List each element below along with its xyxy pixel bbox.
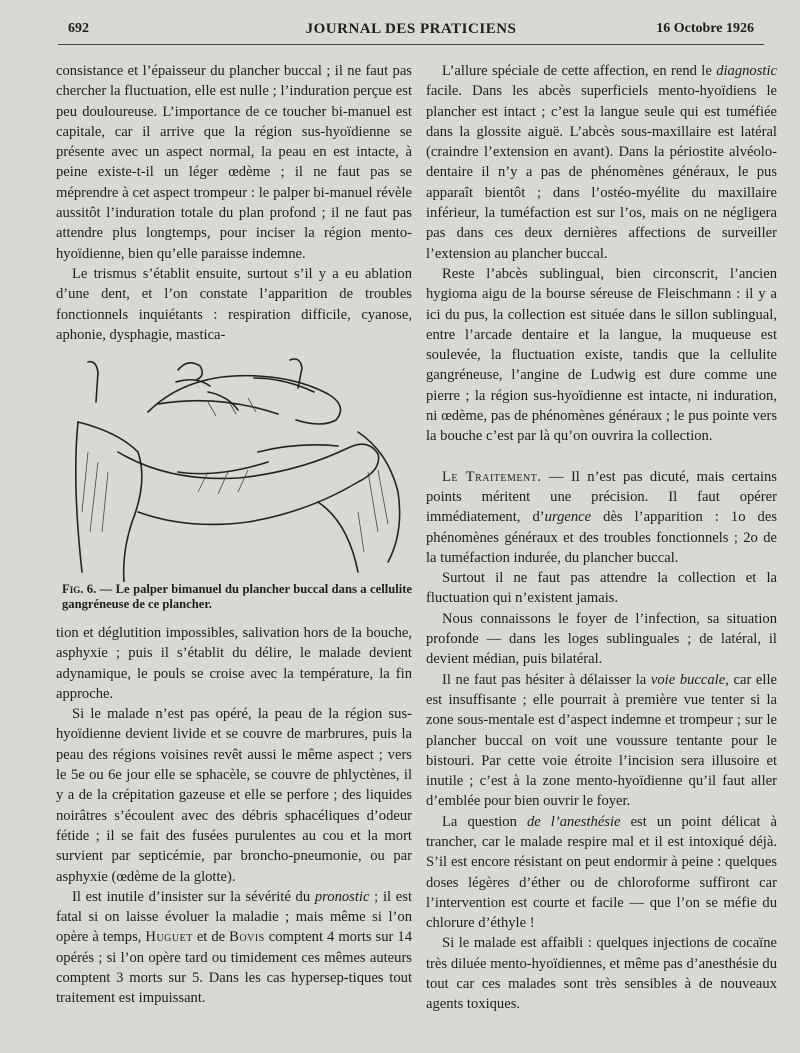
italic-term: diagnostic — [716, 63, 777, 79]
paragraph: Surtout il ne faut pas attendre la collection et la fluctuation qui n’existent jamais. — [426, 570, 777, 607]
italic-term: urgence — [544, 509, 592, 526]
paragraph: Reste l’abcès sublingual, bien circonscrit, l’ancien hygioma aigu de la bourse séreuse de Fleischmann : il y a ici du pus, la collection est située dans le sillon sublingual, entre l’arcade dentaire et la langue, la muqueuse est soulevée, la fluctuation existe, tandis que la cellulite gangréneuse, l’angine de Ludwig est dure comme une pierre ; la région sus-hyoïdienne est intacte, ni induration, ni œdème, pas de phénomènes généraux ; le pus pointe vers la bouche c’est par là qu’on ouvrira la collection. — [426, 265, 777, 445]
figure-label: Fig. 6. — [62, 582, 97, 596]
text-run: ; il est fatal si on laisse évoluer la maladie ; mais même si l’on opère à temps, — [56, 888, 412, 946]
italic-term: pronostic — [314, 888, 370, 905]
header-rule — [58, 44, 764, 45]
text-run: et de — [192, 929, 230, 946]
paragraph — [426, 812, 777, 934]
paragraph-treatment — [426, 467, 777, 568]
issue-date: 16 Octobre 1926 — [656, 21, 754, 36]
text-run: dès l’apparition : 1o des phénomènes généraux et des troubles fonctionnels ; 2o de la tuméfaction indurée, du plancher buccal. — [426, 509, 777, 566]
text-run: est un point délicat à trancher, car le malade respire mal et il est intoxiqué déjà. S’il est encore résistant on peut endormir à peine : quelques doses légères d’éther ou de chloroforme suffiront car l’intervention est courte et facile — que l’on se méfie du chlorure d’éthyle ! — [426, 813, 777, 932]
paragraph: tion et déglutition impossibles, salivation hors de la bouche, asphyxie ; puis il s’établit du délire, le malade devient adynamique, le pouls se croise avec la température, la fin approche. — [56, 625, 412, 702]
text-run: — Il n’est pas dicuté, mais certains points méritent une précision. Il faut opérer immédiatement, d’ — [426, 468, 777, 526]
journal-title: JOURNAL DES PRATICIENS — [305, 21, 517, 37]
figure-caption — [62, 582, 412, 612]
text-run: Il ne faut pas hésiter à délaisser la — [442, 671, 651, 688]
paragraph: Si le malade n’est pas opéré, la peau de la région sus-hyoïdienne devient livide et se couvre de marbrures, puis la peau des régions voisines revêt aussi le même aspect ; vers le 5e ou 6e jour elle se sphacèle, se couvre de phlyctènes, il y a de la crépitation gazeuse et elle se perfore ; des liquides noirâtres s’écoulent avec des débris sphacéliques d’odeur fétide ; il se fait des fusées purulentes au cou et la mort survient par septicémie, par broncho-pneumonie, ou par asphyxie (œdème de la glotte). — [56, 706, 412, 885]
italic-term: de l’anesthésie — [526, 813, 621, 830]
paragraph: Nous connaissons le foyer de l’infection, sa situation profonde — dans les loges sublinguales ; de latéral, il devient médian, puis bilatéral. — [426, 610, 777, 668]
author-name: Bovis — [229, 929, 265, 946]
text-run: comptent 4 morts sur 14 opérés ; si l’on opère tard ou timidement ces mêmes auteurs comptent 3 morts sur 5. Dans les cas hypersep-tiques tout traitement est impuissant. — [56, 929, 412, 1007]
italic-term: voie buccale — [650, 671, 726, 688]
page-number: 692 — [68, 21, 89, 36]
left-column-bottom — [56, 623, 412, 1009]
figure-bimanual-palpation — [58, 342, 412, 582]
paragraph: consistance et l’épaisseur du plancher buccal ; il ne faut pas chercher la fluctuation, elle est nulle ; l’induration perçue est peu douloureuse. L’importance de ce toucher bi-manuel est capitale, car il arrive que la région sus-hyoïdienne se présente avec un aspect normal, la peau en est intacte, à peine existe-t-il un léger œdème ; il ne faut pas se méprendre à cet aspect trompeur : le palper bi-manuel révèle aussitôt l’induration totale du plan profond ; il ne faut pas attendre plus longtemps, pour inciser la région mento-hyoïdienne, bien qu’elle paraisse indemne. — [56, 63, 412, 262]
figure-caption-text: — Le palper bimanuel du plancher buccal dans a cellulite gangréneuse de ce plancher. — [62, 582, 412, 611]
text-run: Il est inutile d’insister sur la sévérité du — [72, 888, 315, 905]
text-run: L’allure spéciale de cette affection, en rend le — [442, 63, 717, 79]
text-run: La question — [442, 813, 527, 830]
paragraph — [426, 61, 777, 264]
paragraph — [56, 887, 412, 1009]
author-name: Huguet — [145, 929, 193, 946]
text-run: facile. Dans les abcès superficiels mento-hyoïdiens le plancher est intact ; c’est la langue seule qui est tuméfiée dans la glossite aiguë. L’abcès sous-maxillaire est latéral (craindre l’extension en avant). Dans la périostite alvéolo-dentaire il n’y a pas de phénomènes généraux, le pus apparaît bientôt ; dans l’ostéo-myélite du maxillaire inférieur, la tuméfaction est sur l’os, mais on ne négligera pas dans ces deux dernières affections de surveiller l’extension au plancher buccal. — [426, 83, 777, 262]
text-run: , car elle est insuffisante ; elle pourrait à première vue tenter si la zone sous-mentale est d’aspect indemne et trompeur ; sur le plancher buccal on voit une voussure tentante pour le bistouri. Par cette voie étroite l’incision sera illusoire et inutile ; c’est à la zone mento-hyoïdienne qu’il faut aller d’emblée pour bien ouvrir le foyer. — [426, 671, 777, 810]
left-column-top — [56, 61, 412, 345]
section-heading: Le Traitement. — [442, 468, 542, 485]
paragraph — [426, 670, 777, 812]
paragraph: Si le malade est affaibli : quelques injections de cocaïne très diluée mento-hyoïdiennes, et même pas d’anesthésie du tout car ces malades sont très sensibles à de nouveaux agents toxiques. — [426, 935, 777, 1013]
paragraph: Le trismus s’établit ensuite, surtout s’il y a eu ablation d’une dent, et l’on constate l’apparition de troubles fonctionnels inquiétants : respiration difficile, cyanose, aphonie, dysphagie, mastica- — [56, 265, 412, 343]
right-column — [426, 61, 777, 1015]
page-header — [58, 21, 764, 43]
hand-palpation-drawing-icon — [58, 342, 412, 582]
